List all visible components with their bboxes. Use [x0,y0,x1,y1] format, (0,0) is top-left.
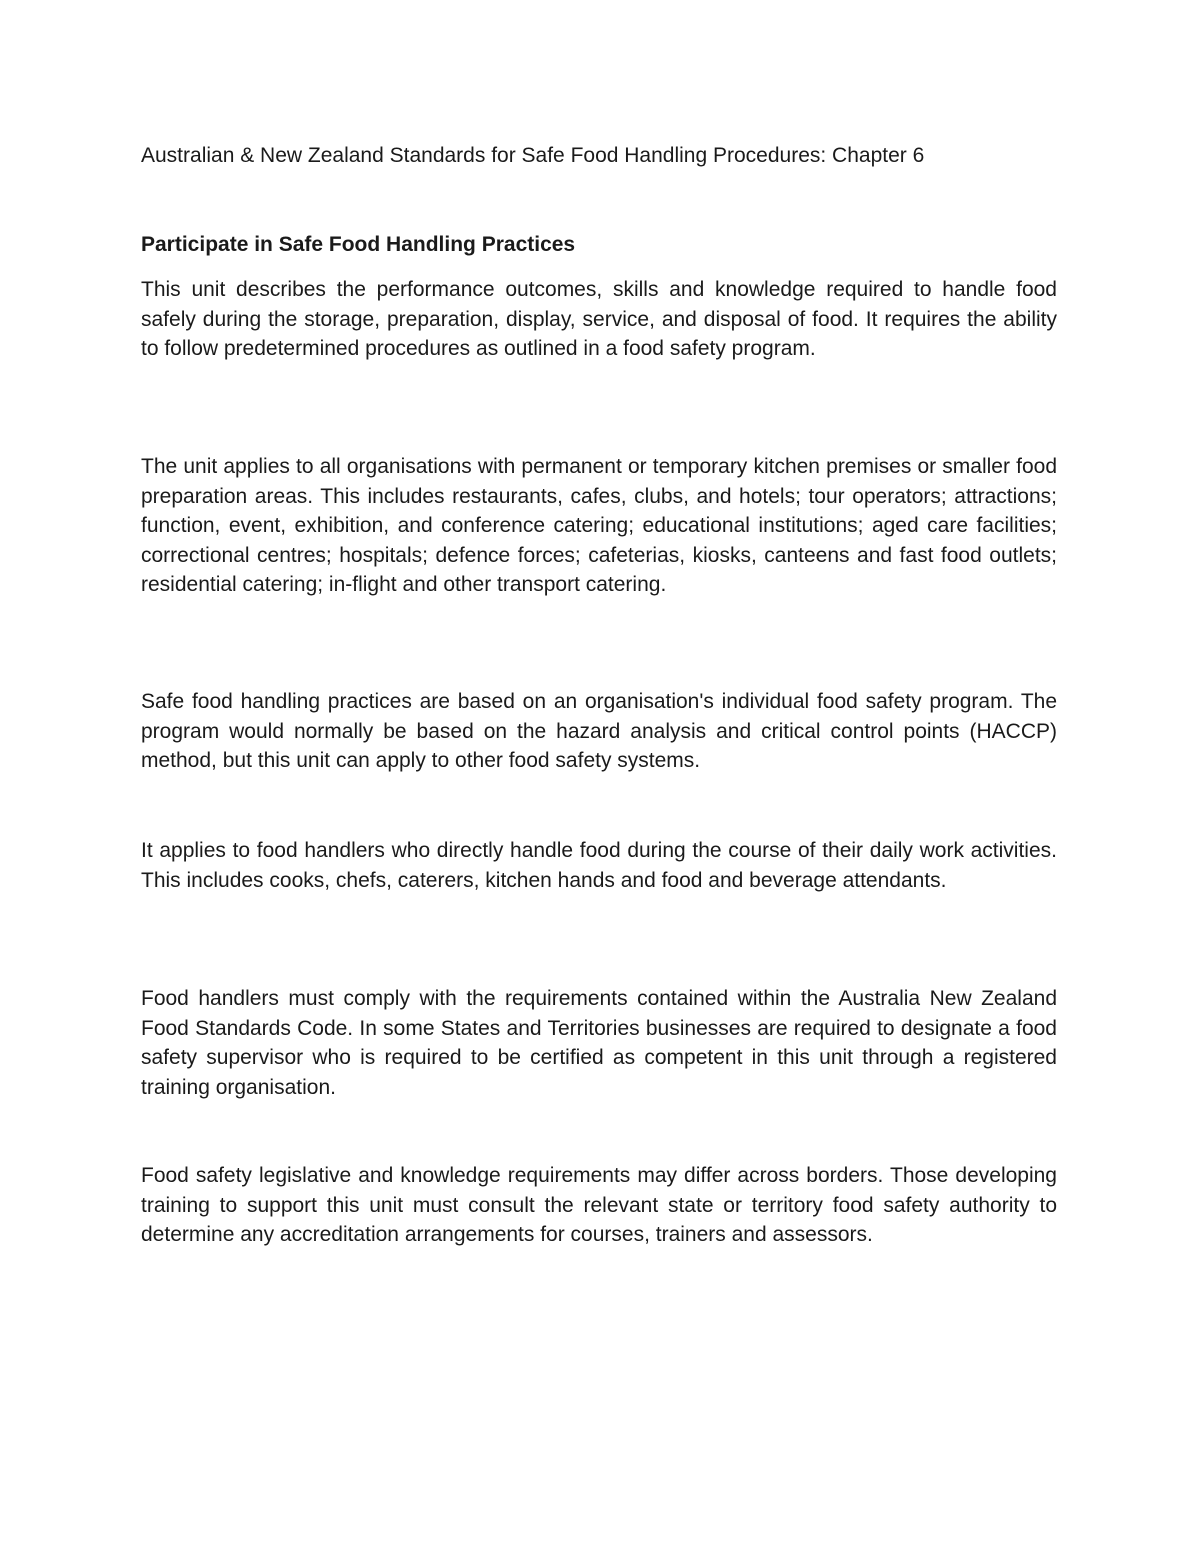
paragraph-legislative-requirements: Food safety legislative and knowledge requirements may differ across borders. Those developing training to support this unit must consult the relevant state or territory food safety authority to determine any accreditation arrangements for courses, trainers and assessors. [141,1164,1057,1246]
paragraph-standards-compliance: Food handlers must comply with the requirements contained within the Australia New Zealand Food Standards Code. In some States and Territories businesses are required to designate a food safety supervisor who is required to be certified as competent in this unit through a registered training organisation. [141,987,1057,1099]
document-heading: Participate in Safe Food Handling Practices [141,233,576,256]
paragraph-applicable-organisations: The unit applies to all organisations with permanent or temporary kitchen premises or smaller food preparation areas. This includes restaurants, cafes, clubs, and hotels; tour operators; attractions; function, event, exhibition, and conference catering; educational institutions; aged care facilities; correctional centres; hospitals; defence forces; cafeterias, kiosks, canteens and fast food outlets; residential catering; in-flight and other transport catering. [141,455,1057,596]
document-subtitle: Australian & New Zealand Standards for Safe Food Handling Procedures: Chapter 6 [141,144,925,167]
paragraph-food-handlers: It applies to food handlers who directly handle food during the course of their daily work activities. This includes cooks, chefs, caterers, kitchen hands and food and beverage attendants. [141,839,1057,892]
document-body [141,141,1057,1246]
paragraph-food-safety-program: Safe food handling practices are based on an organisation's individual food safety program. The program would normally be based on the hazard analysis and critical control points (HACCP) method, but this unit can apply to other food safety systems. [141,690,1057,772]
paragraph-unit-description: This unit describes the performance outcomes, skills and knowledge required to handle food safely during the storage, preparation, display, service, and disposal of food. It requires the ability to follow predetermined procedures as outlined in a food safety program. [141,278,1057,360]
